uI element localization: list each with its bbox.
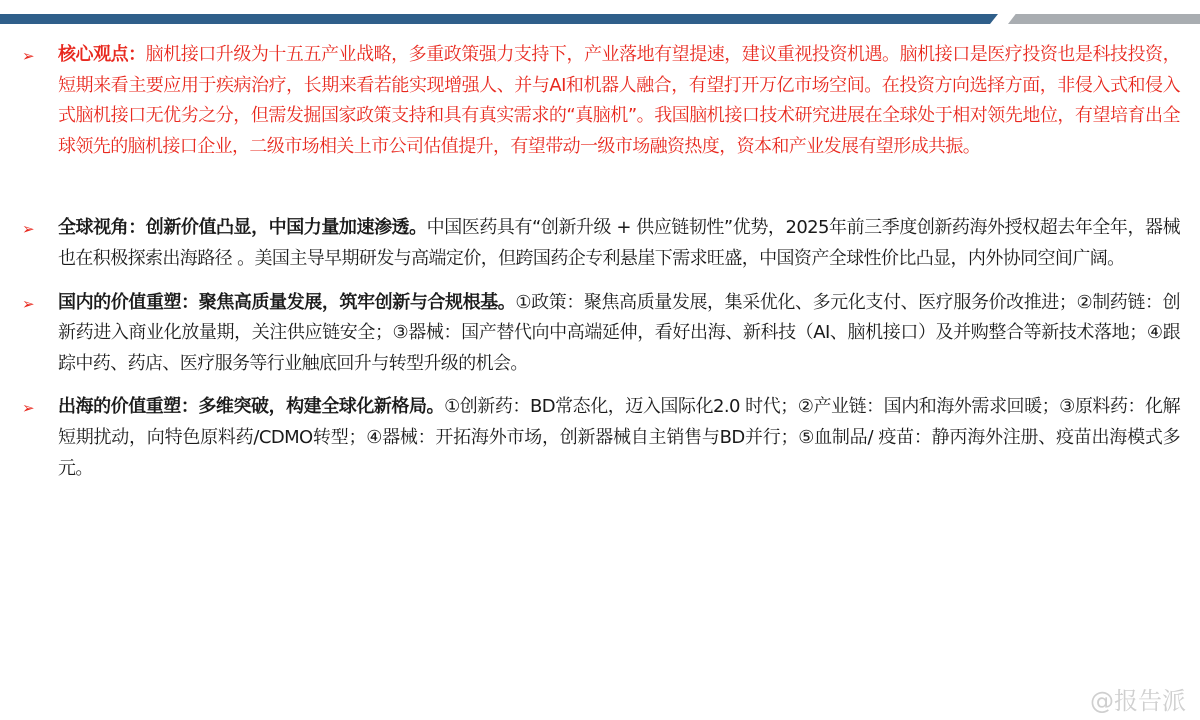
header-bar-accent [1008, 14, 1200, 24]
spacer [20, 379, 1180, 392]
header-bar [0, 14, 998, 24]
arrow-bullet-icon: ➢ [22, 220, 35, 239]
global-perspective-item [20, 213, 1180, 274]
item-body: ①创新药：BD常态化，迈入国际化2.0 时代；②产业链：国内和海外需求回暖；③原料药：化解短期扰动，向特色原料药/CDMO转型；④器械：开拓海外市场，创新器械自主销售与BD并行；⑤血制品/ 疫苗：静丙海外注册、疫苗出海模式多元。 [58, 396, 1180, 479]
spacer [20, 275, 1180, 288]
watermark: @报告派 [1090, 687, 1186, 715]
core-viewpoint-item [20, 40, 1180, 162]
item-heading: 国内的价值重塑：聚焦高质量发展，筑牢创新与合规根基。 [58, 291, 516, 313]
item-body: ①政策：聚焦高质量发展，集采优化、多元化支付、医疗服务价改推进；②制药链：创新药进入商业化放量期，关注供应链安全；③器械：国产替代向中高端延伸，看好出海、新科技（AI、脑机接口）及并购整合等新技术落地；④跟踪中药、药店、医疗服务等行业触底回升与转型升级的机会。 [58, 291, 1180, 374]
item-body: 中国医药具有“创新升级 + 供应链韧性”优势，2025年前三季度创新药海外授权超去年全年，器械也在积极探索出海路径 。美国主导早期研发与高端定价，但跨国药企专利悬崖下需求旺盛，中国资产全球性价比凸显，内外协同空间广阔。 [58, 217, 1180, 269]
domestic-value-item [20, 288, 1180, 380]
arrow-bullet-icon: ➢ [22, 47, 35, 65]
item-body: 脑机接口升级为十五五产业战略，多重政策强力支持下，产业落地有望提速，建议重视投资机遇。脑机接口是医疗投资也是科技投资，短期来看主要应用于疾病治疗，长期来看若能实现增强人、并与AI和机器人融合，有望打开万亿市场空间。在投资方向选择方面，非侵入式和侵入式脑机接口无优劣之分，但需发掘国家政策支持和具有真实需求的“真脑机”。我国脑机接口技术研究进展在全球处于相对领先地位，有望培育出全球领先的脑机接口企业，二级市场相关上市公司估值提升，有望带动一级市场融资热度，资本和产业发展有望形成共振。 [58, 44, 1180, 157]
arrow-bullet-icon: ➢ [22, 294, 35, 313]
overseas-value-item [20, 392, 1180, 484]
spacer [20, 162, 1180, 213]
main-content [20, 40, 1180, 484]
item-heading: 核心观点： [58, 44, 146, 65]
arrow-bullet-icon: ➢ [22, 399, 35, 418]
item-heading: 出海的价值重塑：多维突破，构建全球化新格局。 [58, 396, 445, 418]
item-heading: 全球视角：创新价值凸显，中国力量加速渗透。 [58, 217, 427, 239]
